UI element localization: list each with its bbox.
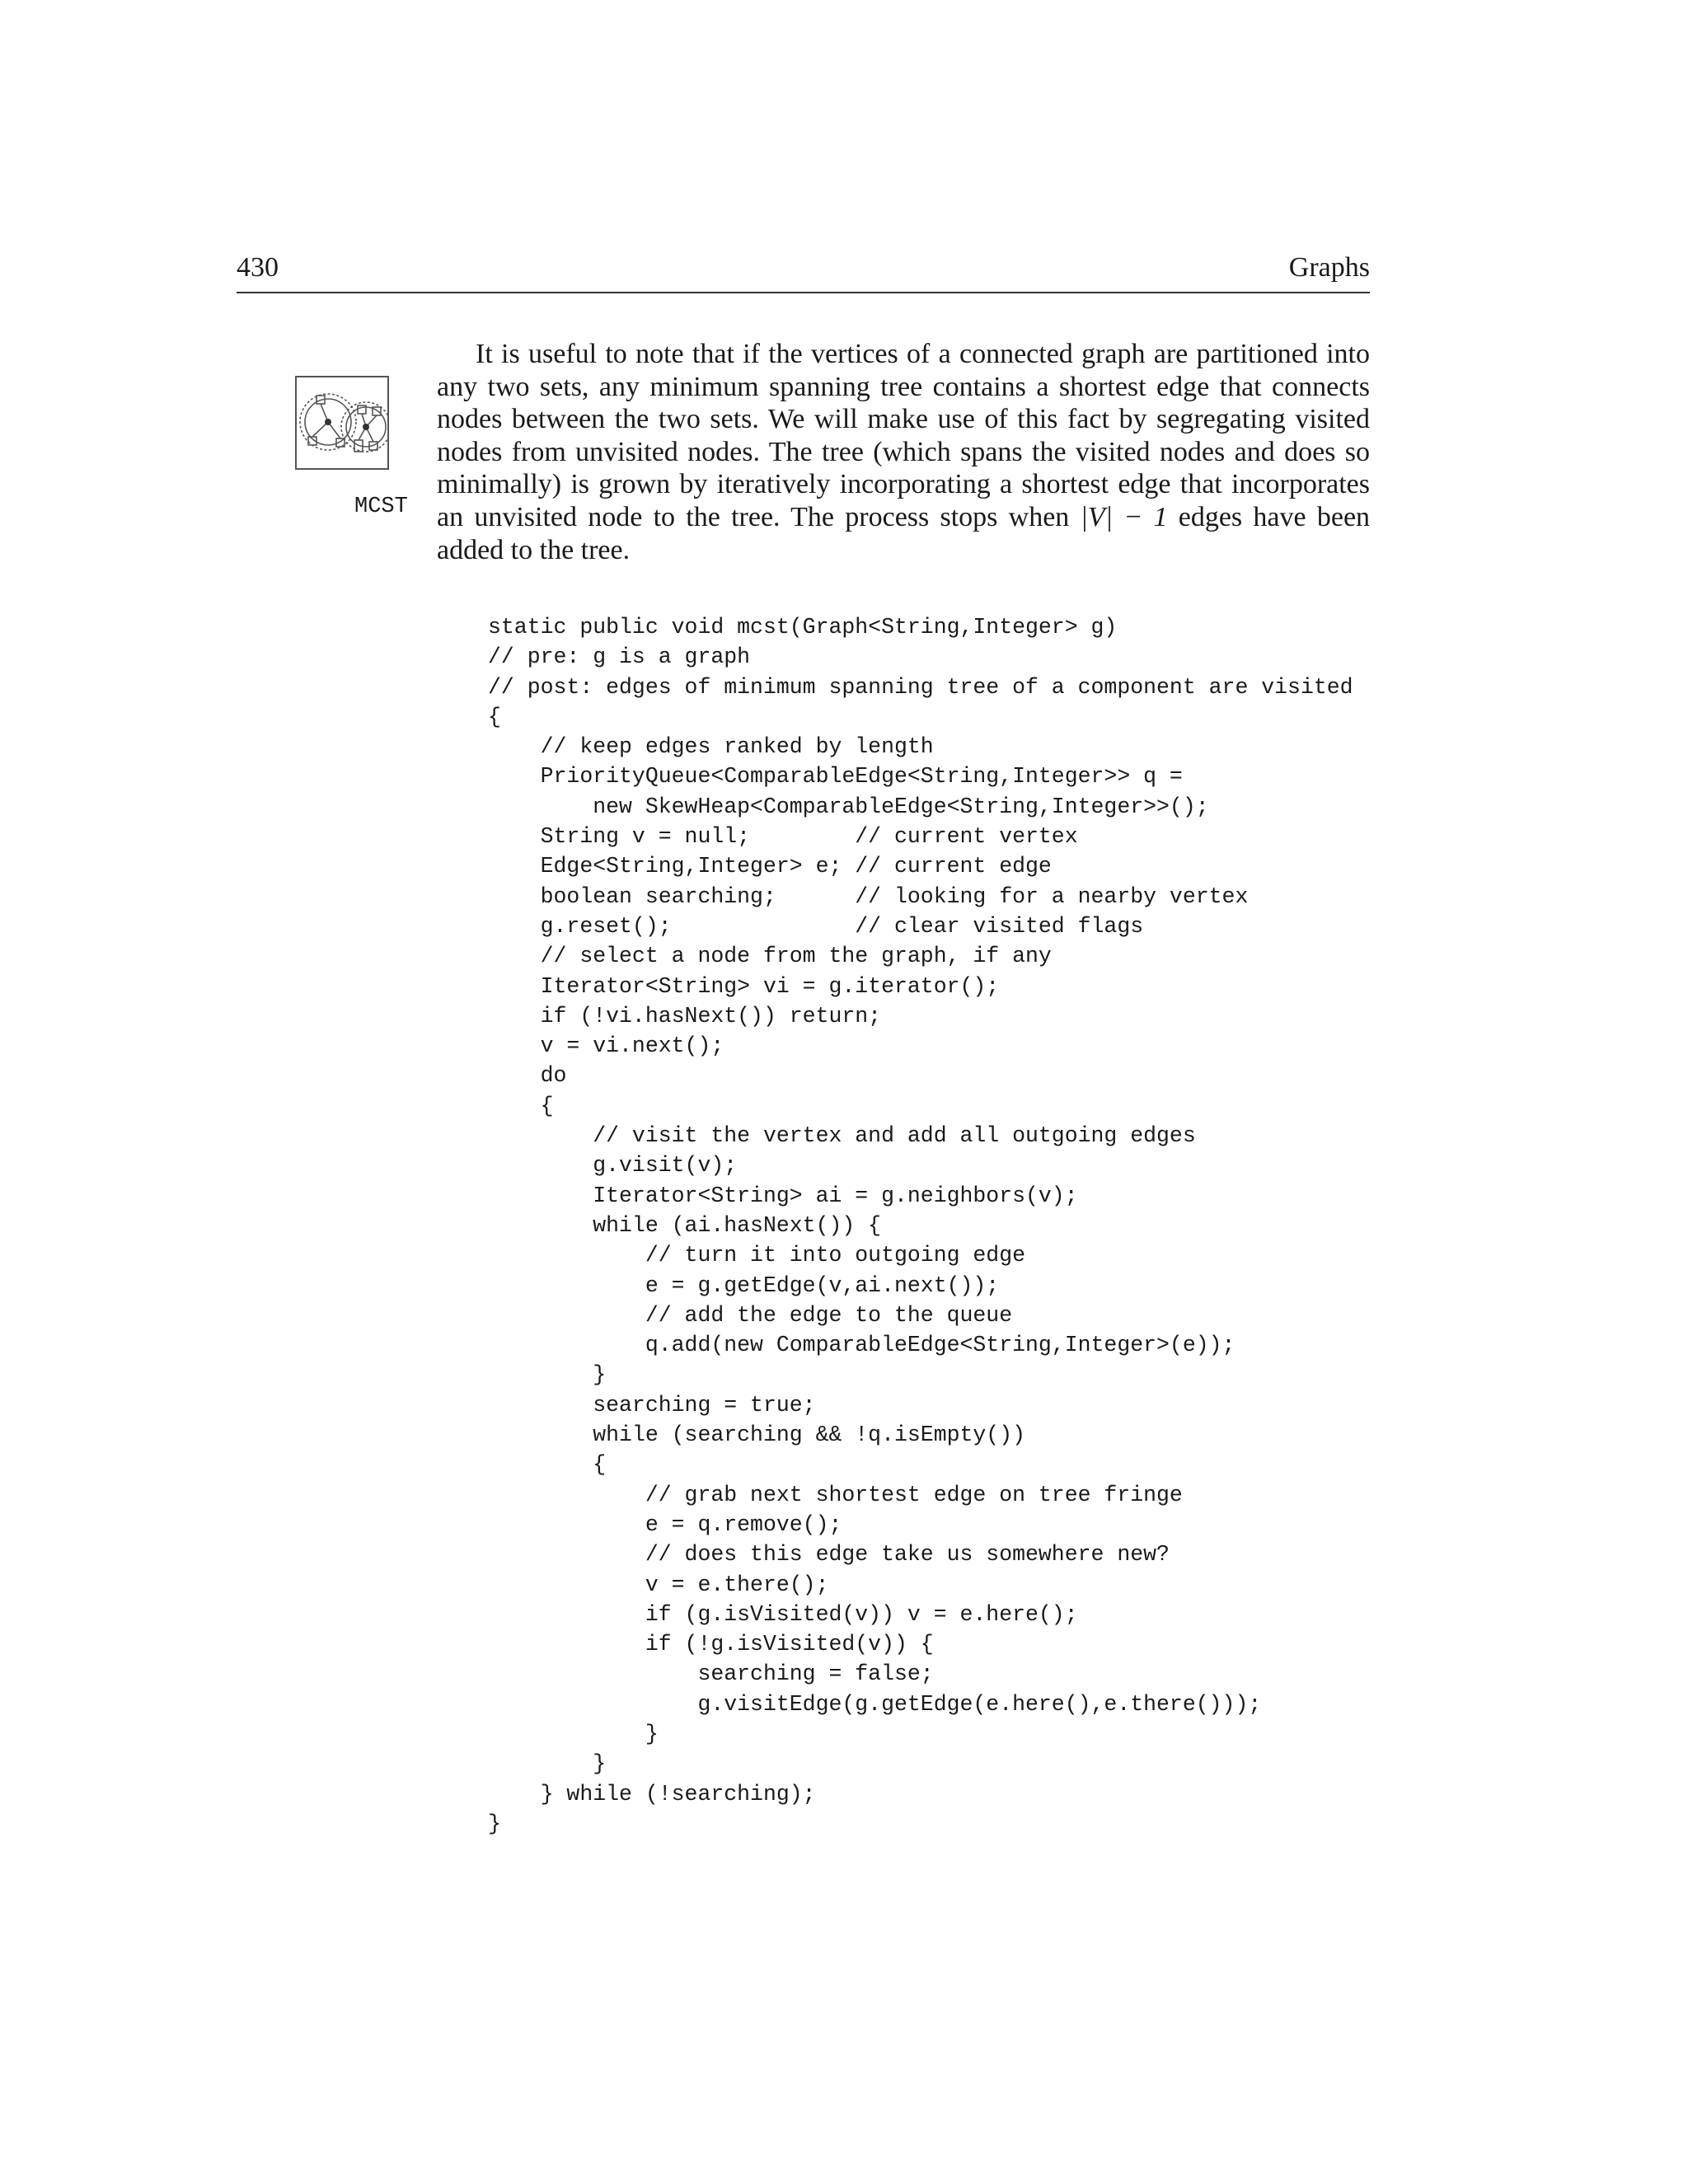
code-line: Edge<String,Integer> e; // current edge (488, 854, 1052, 879)
code-line: e = q.remove(); (488, 1511, 842, 1537)
math-expression: |V| − 1 (1080, 501, 1168, 532)
code-line: static public void mcst(Graph<String,Integer> g) (488, 615, 1118, 640)
code-line: while (searching && !q.isEmpty()) (488, 1422, 1026, 1448)
code-line: } (488, 1751, 607, 1777)
paragraph-text: It is useful to note that if the vertices of a connected graph are partitioned into any two sets, any minimum spanning tree contains a shortest edge that connects nodes between the two sets. We will make use of this fact by segregating visited nodes from unvisited nodes. The tree (which spans the visited nodes and does so minimally) is grown by iteratively incorporating a shortest edge that incorporates an unvisited node to the tree. The process stops when (437, 339, 1370, 532)
code-line: if (!g.isVisited(v)) { (488, 1632, 934, 1657)
code-listing (488, 612, 1353, 1839)
code-line: // visit the vertex and add all outgoing edges (488, 1123, 1196, 1149)
code-line: boolean searching; // looking for a nearby vertex (488, 883, 1249, 909)
code-line: if (g.isVisited(v)) v = e.here(); (488, 1601, 1078, 1627)
code-line: } while (!searching); (488, 1781, 816, 1807)
code-line: searching = false; (488, 1661, 934, 1687)
code-line: { (488, 1093, 554, 1118)
code-line: g.visitEdge(g.getEdge(e.here(),e.there())); (488, 1691, 1262, 1717)
code-line: g.reset(); // clear visited flags (488, 913, 1144, 939)
code-line: v = vi.next(); (488, 1033, 724, 1059)
code-line: // post: edges of minimum spanning tree of a component are visited (488, 674, 1353, 700)
code-line: Iterator<String> ai = g.neighbors(v); (488, 1183, 1078, 1208)
running-title: Graphs (1288, 252, 1370, 283)
code-line: // does this edge take us somewhere new? (488, 1542, 1170, 1568)
code-line: // pre: g is a graph (488, 644, 751, 670)
page-number: 430 (237, 252, 279, 283)
code-line: Iterator<String> vi = g.iterator(); (488, 973, 1000, 999)
code-line: } (488, 1362, 607, 1388)
page-header (237, 252, 1370, 293)
code-line: do (488, 1063, 567, 1089)
code-line: { (488, 1452, 607, 1478)
code-line: searching = true; (488, 1392, 816, 1418)
code-line: // grab next shortest edge on tree fringe (488, 1482, 1183, 1507)
code-line: // keep edges ranked by length (488, 734, 934, 760)
code-line: // turn it into outgoing edge (488, 1243, 1026, 1268)
code-line: // select a node from the graph, if any (488, 944, 1052, 969)
code-line: q.add(new ComparableEdge<String,Integer>(e)); (488, 1333, 1236, 1358)
code-line: if (!vi.hasNext()) return; (488, 1003, 882, 1029)
code-line: e = g.getEdge(v,ai.next()); (488, 1272, 1000, 1298)
code-line: } (488, 1721, 659, 1746)
code-line: new SkewHeap<ComparableEdge<String,Integer>>(); (488, 794, 1209, 819)
code-line: g.visit(v); (488, 1153, 738, 1179)
body-paragraph (437, 338, 1370, 566)
code-line: } (488, 1811, 501, 1836)
code-line: // add the edge to the queue (488, 1302, 1013, 1328)
code-line: { (488, 704, 501, 729)
code-line: v = e.there(); (488, 1572, 829, 1597)
paragraph-tail: edges have been added to the tree. (437, 501, 1371, 565)
gears-icon (295, 376, 389, 470)
code-line: PriorityQueue<ComparableEdge<String,Integer>> q = (488, 764, 1183, 790)
code-line: while (ai.hasNext()) { (488, 1212, 882, 1238)
margin-label: MCST (354, 494, 408, 519)
code-line: String v = null; // current vertex (488, 824, 1078, 850)
